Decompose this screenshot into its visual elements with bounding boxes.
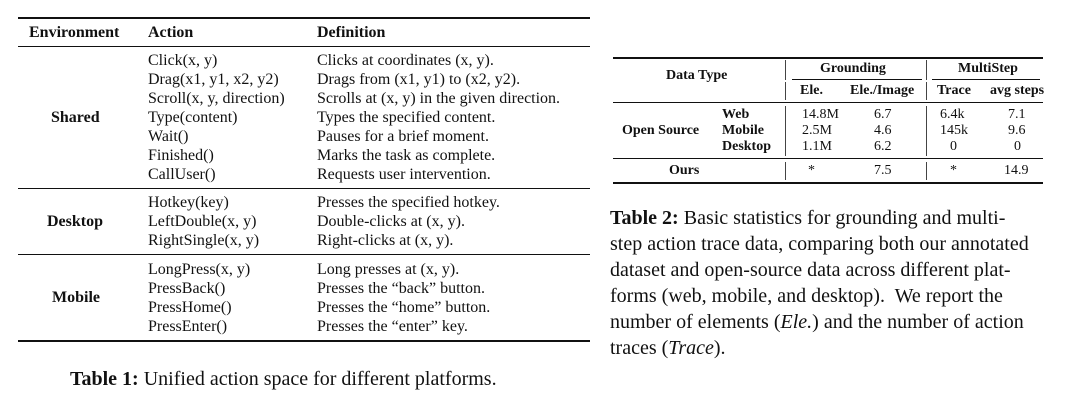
- definition-cell: Drags from (x1, y1) to (x2, y2).: [317, 71, 521, 88]
- group-label-shared: Shared: [51, 109, 100, 126]
- table-cell: 7.5: [874, 163, 892, 178]
- action-cell: Finished(): [148, 147, 214, 164]
- definition-cell: Double-clicks at (x, y).: [317, 213, 465, 230]
- caption-text: Unified action space for different platforms.: [143, 368, 497, 390]
- column-divider: [926, 106, 927, 156]
- column-divider: [926, 82, 927, 100]
- subheader-ele-image: Ele./Image: [850, 83, 915, 98]
- caption-text: traces (: [610, 337, 669, 359]
- header-data-type: Data Type: [666, 68, 728, 83]
- action-cell: LongPress(x, y): [148, 261, 251, 278]
- column-divider: [785, 82, 786, 100]
- action-cell: PressEnter(): [148, 318, 228, 335]
- table-cell: 9.6: [1008, 123, 1026, 138]
- platform-mobile: Mobile: [722, 123, 764, 138]
- header-environment: Environment: [29, 24, 120, 41]
- open-source-label: Open Source: [622, 123, 700, 138]
- caption-text: number of elements (: [610, 311, 781, 333]
- table-cell: 0: [950, 139, 957, 154]
- definition-cell: Marks the task as complete.: [317, 147, 496, 164]
- group-label-desktop: Desktop: [47, 213, 104, 230]
- column-divider: [785, 162, 786, 180]
- definition-cell: Long presses at (x, y).: [317, 261, 460, 278]
- definition-cell: Right-clicks at (x, y).: [317, 232, 454, 249]
- definition-cell: Presses the specified hotkey.: [317, 194, 500, 211]
- table-cell: *: [950, 163, 957, 178]
- subheader-avg-steps: avg steps: [990, 83, 1045, 98]
- table-2-caption: [610, 205, 1029, 361]
- action-cell: Drag(x1, y1, x2, y2): [148, 71, 279, 88]
- caption-label: Table 2:: [610, 207, 679, 229]
- table-cell: 2.5M: [802, 123, 832, 138]
- action-cell: Scroll(x, y, direction): [148, 90, 285, 107]
- subheader-ele: Ele.: [800, 83, 823, 98]
- platform-web: Web: [722, 107, 750, 122]
- group-rule: [18, 254, 590, 255]
- table-cell: 7.1: [1008, 107, 1026, 122]
- action-cell: PressHome(): [148, 299, 232, 316]
- caption-line: [610, 309, 1029, 335]
- caption-line: Basic statistics for grounding and multi-: [683, 207, 1006, 229]
- platform-desktop: Desktop: [722, 139, 772, 154]
- bottom-rule: [18, 340, 590, 342]
- column-divider: [926, 60, 927, 80]
- action-cell: LeftDouble(x, y): [148, 213, 257, 230]
- action-cell: RightSingle(x, y): [148, 232, 260, 249]
- group-label-mobile: Mobile: [52, 289, 100, 306]
- definition-cell: Requests user intervention.: [317, 166, 491, 183]
- top-rule: [18, 17, 590, 19]
- header-definition: Definition: [317, 24, 386, 41]
- header-rule: [613, 102, 1043, 103]
- header-multistep: MultiStep: [958, 61, 1018, 76]
- caption-emph: Trace: [668, 337, 714, 359]
- definition-cell: Presses the “home” button.: [317, 299, 491, 316]
- header-rule: [18, 46, 590, 47]
- caption-line: step action trace data, comparing both our annotated: [610, 233, 1029, 255]
- table-cell: 6.4k: [940, 107, 965, 122]
- action-cell: CallUser(): [148, 166, 216, 183]
- table-cell: 6.7: [874, 107, 892, 122]
- caption-line: forms (web, mobile, and desktop). We report the: [610, 285, 1003, 307]
- definition-cell: Presses the “back” button.: [317, 280, 485, 297]
- action-cell: Wait(): [148, 128, 189, 145]
- table-cell: *: [808, 163, 815, 178]
- table-cell: 1.1M: [802, 139, 832, 154]
- definition-cell: Clicks at coordinates (x, y).: [317, 52, 494, 69]
- caption-label: Table 1:: [70, 368, 139, 390]
- grounding-cmidrule: [792, 79, 922, 80]
- table-cell: 14.8M: [802, 107, 839, 122]
- action-cell: Hotkey(key): [148, 194, 229, 211]
- group-rule: [613, 158, 1043, 159]
- subheader-trace: Trace: [937, 83, 971, 98]
- caption-text: ) and the number of action: [812, 311, 1024, 333]
- header-grounding: Grounding: [820, 61, 886, 76]
- multistep-cmidrule: [932, 79, 1040, 80]
- table-1-caption: [70, 366, 497, 392]
- caption-emph: Ele.: [780, 311, 813, 333]
- column-divider: [785, 106, 786, 156]
- definition-cell: Scrolls at (x, y) in the given direction.: [317, 90, 561, 107]
- caption-text: ).: [713, 337, 726, 359]
- definition-cell: Presses the “enter” key.: [317, 318, 468, 335]
- table-cell: 145k: [940, 123, 968, 138]
- definition-cell: Types the specified content.: [317, 109, 496, 126]
- action-cell: Type(content): [148, 109, 238, 126]
- table-cell: 4.6: [874, 123, 892, 138]
- table-cell: 6.2: [874, 139, 892, 154]
- top-rule: [613, 57, 1043, 59]
- definition-cell: Pauses for a brief moment.: [317, 128, 489, 145]
- column-divider: [926, 162, 927, 180]
- action-cell: Click(x, y): [148, 52, 218, 69]
- header-action: Action: [148, 24, 194, 41]
- column-divider: [785, 60, 786, 80]
- caption-line: [610, 335, 1029, 361]
- ours-label: Ours: [669, 163, 700, 178]
- bottom-rule: [613, 182, 1043, 184]
- group-rule: [18, 188, 590, 189]
- action-cell: PressBack(): [148, 280, 226, 297]
- table-cell: 14.9: [1004, 163, 1029, 178]
- caption-line: dataset and open-source data across different plat-: [610, 259, 1011, 281]
- table-cell: 0: [1014, 139, 1021, 154]
